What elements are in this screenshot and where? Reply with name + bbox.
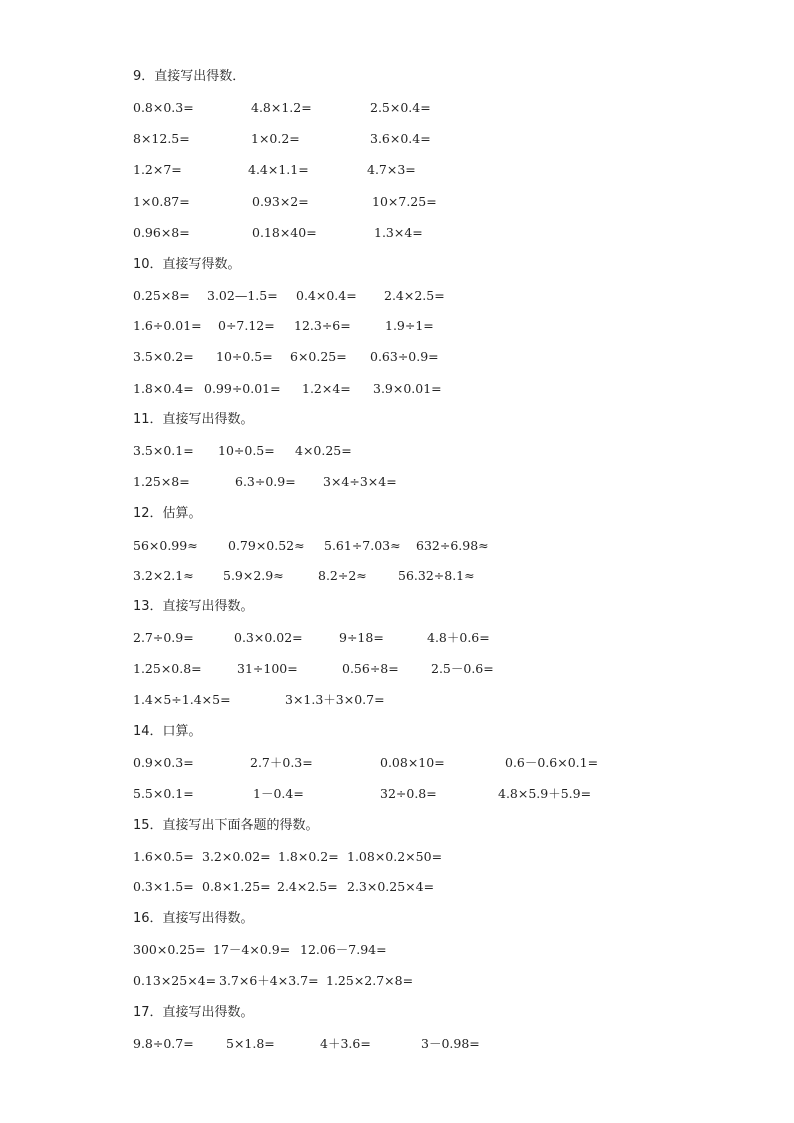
math-problem: 2.5－0.6= [431, 661, 494, 676]
math-problem: 0.8×0.3= [133, 100, 194, 115]
math-problem: 1×0.2= [251, 131, 300, 146]
math-problem: 17－4×0.9= [213, 942, 291, 957]
math-problem: 0.8×1.25= [202, 879, 271, 894]
math-problem: 8×12.5= [133, 131, 190, 146]
math-problem: 3.7×6＋4×3.7= [219, 973, 319, 988]
math-problem: 0.63÷0.9= [370, 349, 439, 364]
question-heading: 15．直接写出下面各题的得数。 [133, 818, 319, 833]
math-problem: 4.7×3= [367, 162, 416, 177]
math-problem: 3×1.3＋3×0.7= [285, 692, 385, 707]
math-problem: 632÷6.98≈ [416, 538, 489, 553]
math-problem: 0.25×8= [133, 288, 190, 303]
math-problem: 1.9÷1= [385, 318, 434, 333]
math-problem: 1.3×4= [374, 225, 423, 240]
math-problem: 8.2÷2≈ [318, 568, 367, 583]
math-problem: 300×0.25= [133, 942, 206, 957]
math-problem: 0.08×10= [380, 755, 445, 770]
math-problem: 3－0.98= [421, 1036, 480, 1051]
math-problem: 0.99÷0.01= [204, 381, 281, 396]
math-problem: 9÷18= [339, 630, 384, 645]
math-problem: 0.56÷8= [342, 661, 399, 676]
math-problem: 0.9×0.3= [133, 755, 194, 770]
math-problem: 31÷100= [237, 661, 298, 676]
math-problem: 56.32÷8.1≈ [398, 568, 475, 583]
math-problem: 2.3×0.25×4= [347, 879, 435, 894]
math-problem: 3.2×0.02= [202, 849, 271, 864]
question-heading: 11．直接写出得数。 [133, 412, 254, 427]
math-problem: 4.8＋0.6= [427, 630, 490, 645]
math-problem: 5.5×0.1= [133, 786, 194, 801]
math-problem: 1.4×5÷1.4×5= [133, 692, 231, 707]
math-problem: 1.8×0.4= [133, 381, 194, 396]
math-problem: 3.5×0.2= [133, 349, 194, 364]
math-problem: 6×0.25= [290, 349, 347, 364]
math-problem: 2.7÷0.9= [133, 630, 194, 645]
math-problem: 1.08×0.2×50= [347, 849, 443, 864]
math-problem: 0.6－0.6×0.1= [505, 755, 599, 770]
math-problem: 32÷0.8= [380, 786, 437, 801]
math-problem: 5.9×2.9≈ [223, 568, 284, 583]
math-problem: 2.7＋0.3= [250, 755, 313, 770]
math-problem: 5.61÷7.03≈ [324, 538, 401, 553]
math-problem: 56×0.99≈ [133, 538, 198, 553]
math-problem: 0.93×2= [252, 194, 309, 209]
math-problem: 0.96×8= [133, 225, 190, 240]
question-heading: 13．直接写出得数。 [133, 599, 254, 614]
math-problem: 3.02—1.5= [207, 288, 278, 303]
math-problem: 3×4÷3×4= [323, 474, 397, 489]
math-problem: 4×0.25= [295, 443, 352, 458]
math-problem: 3.9×0.01= [373, 381, 442, 396]
math-problem: 0.3×0.02= [234, 630, 303, 645]
question-heading: 16．直接写出得数。 [133, 911, 254, 926]
math-problem: 1×0.87= [133, 194, 190, 209]
math-problem: 12.06－7.94= [300, 942, 387, 957]
math-problem: 1.2×4= [302, 381, 351, 396]
math-problem: 2.4×2.5= [384, 288, 445, 303]
math-problem: 3.6×0.4= [370, 131, 431, 146]
math-problem: 4.8×1.2= [251, 100, 312, 115]
math-problem: 0.18×40= [252, 225, 317, 240]
math-problem: 1.25×0.8= [133, 661, 202, 676]
math-problem: 1.2×7= [133, 162, 182, 177]
math-problem: 4.4×1.1= [248, 162, 309, 177]
math-problem: 2.4×2.5= [277, 879, 338, 894]
math-problem: 0.3×1.5= [133, 879, 194, 894]
math-problem: 1.25×2.7×8= [326, 973, 414, 988]
question-heading: 17．直接写出得数。 [133, 1005, 254, 1020]
math-problem: 9.8÷0.7= [133, 1036, 194, 1051]
math-problem: 0.13×25×4= [133, 973, 217, 988]
question-heading: 12．估算。 [133, 506, 202, 521]
math-problem: 2.5×0.4= [370, 100, 431, 115]
question-heading: 9．直接写出得数． [133, 69, 246, 84]
question-heading: 10．直接写得数。 [133, 257, 241, 272]
math-problem: 0.4×0.4= [296, 288, 357, 303]
math-problem: 1.8×0.2= [278, 849, 339, 864]
question-heading: 14．口算。 [133, 724, 202, 739]
math-problem: 0.79×0.52≈ [228, 538, 305, 553]
math-problem: 1－0.4= [253, 786, 304, 801]
math-problem: 0÷7.12= [218, 318, 275, 333]
math-problem: 1.6÷0.01= [133, 318, 202, 333]
math-problem: 1.6×0.5= [133, 849, 194, 864]
math-problem: 1.25×8= [133, 474, 190, 489]
math-problem: 4＋3.6= [320, 1036, 371, 1051]
math-problem: 12.3÷6= [294, 318, 351, 333]
math-problem: 3.5×0.1= [133, 443, 194, 458]
math-problem: 10×7.25= [372, 194, 437, 209]
math-problem: 6.3÷0.9= [235, 474, 296, 489]
math-problem: 10÷0.5= [216, 349, 273, 364]
math-problem: 5×1.8= [226, 1036, 275, 1051]
math-problem: 4.8×5.9＋5.9= [498, 786, 592, 801]
math-problem: 10÷0.5= [218, 443, 275, 458]
math-problem: 3.2×2.1≈ [133, 568, 194, 583]
